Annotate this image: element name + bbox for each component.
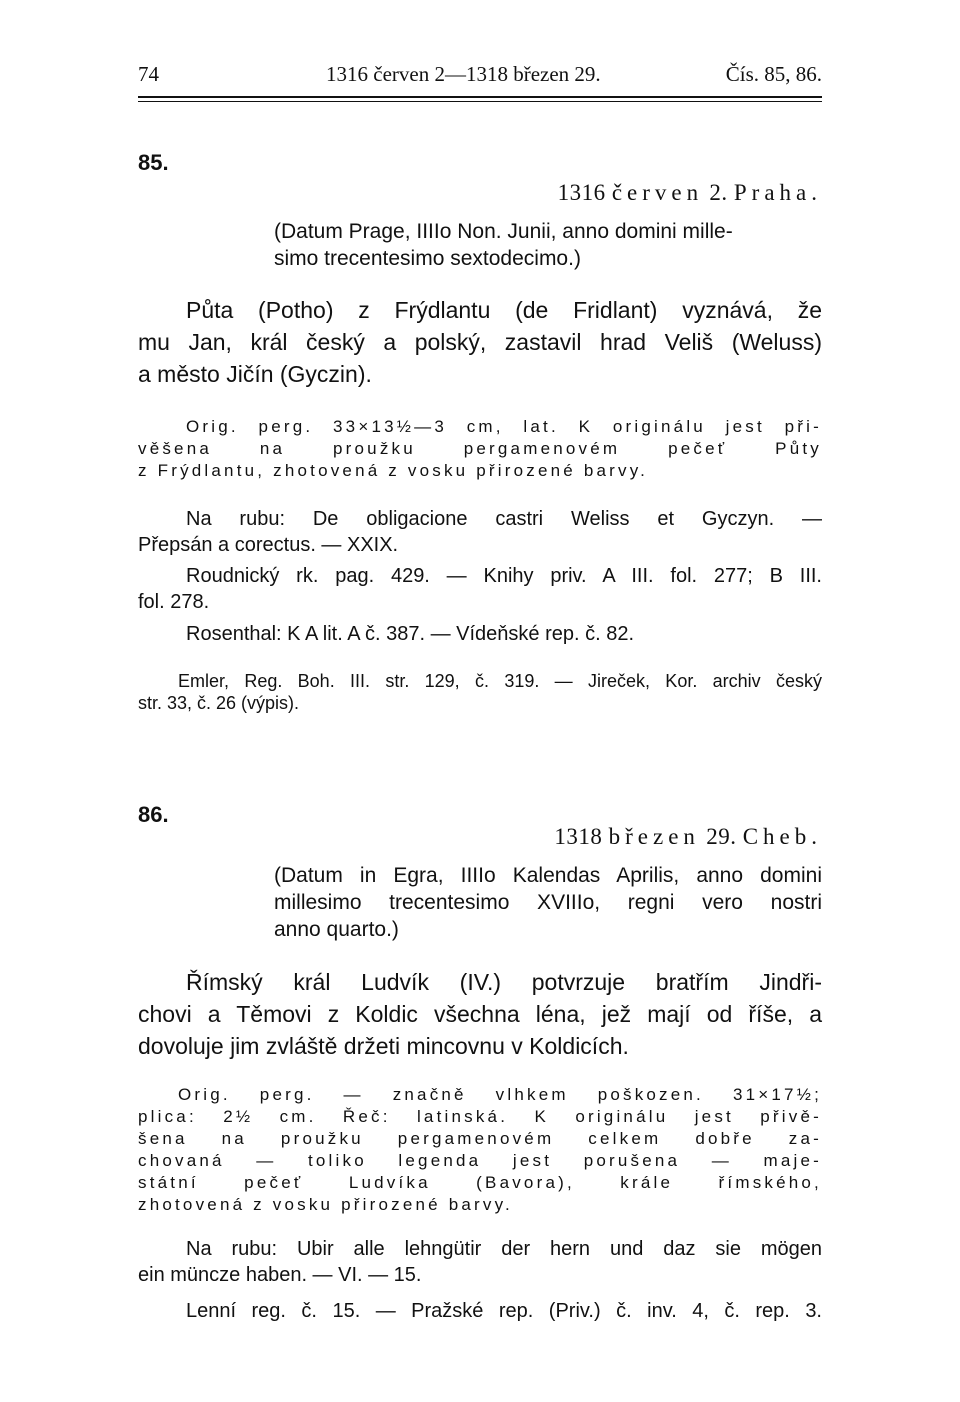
dateline-month: březen	[608, 824, 700, 849]
datum-line: (Datum in Egra, IIIIo Kalendas Aprilis, anno domini	[274, 864, 822, 887]
ref-line: Lenní reg. č. 15. — Pražské rep. (Priv.) č. inv. 4, č. rep. 3.	[186, 1300, 822, 1322]
regest-line: mu Jan, král český a polský, zastavil hrad Veliš (Weluss)	[138, 329, 822, 355]
regest-line: Římský král Ludvík (IV.) potvrzuje bratřím Jindři-	[186, 969, 822, 995]
edition-line: Emler, Reg. Boh. III. str. 129, č. 319. — Jireček, Kor. archiv český	[178, 671, 822, 691]
doc-number-86: 86.	[138, 802, 169, 827]
datum-line: simo trecentesimo sextodecimo.)	[274, 247, 581, 270]
regest-85	[138, 294, 822, 390]
verso-85	[138, 506, 822, 558]
dateline-day: 29.	[699, 824, 743, 849]
note-line: Orig. perg. — značně vlhkem poškozen. 31×17½;	[178, 1085, 822, 1104]
dateline-day: 2.	[703, 180, 734, 205]
regest-86	[138, 966, 822, 1062]
ref-line: fol. 278.	[138, 591, 210, 613]
verso-line: Na rubu: Ubir alle lehngütir der hern und daz sie mögen	[186, 1238, 822, 1260]
verso-line: Přepsán a corectus. — XXIX.	[138, 534, 399, 556]
dateline-month: červen	[611, 180, 704, 205]
regest-line: chovi a Těmovi z Koldic všechna léna, jež mají od říše, a	[138, 1001, 822, 1027]
datum-line: millesimo trecentesimo XVIIIo, regni vero nostri	[274, 891, 822, 914]
header-date-range: 1316 červen 2—1318 březen 29.	[326, 62, 601, 86]
note-line: státní pečeť Ludvíka (Bavora), krále římského,	[138, 1173, 822, 1192]
note-line: plica: 2½ cm. Řeč: latinská. K originálu jest přivě-	[138, 1107, 822, 1126]
page-number: 74	[138, 62, 159, 86]
dateline-year: 1316	[557, 180, 612, 205]
regest-line: dovoluje jim zvláště držeti mincovnu v Koldicích.	[138, 1033, 629, 1059]
edition-line: str. 33, č. 26 (výpis).	[138, 693, 300, 713]
header-rule	[138, 96, 822, 98]
ref-line: Rosenthal: K A lit. A č. 387. — Vídeňské rep. č. 82.	[186, 623, 635, 645]
verso-86	[138, 1236, 822, 1288]
note-line: věšena na proužku pergamenovém pečeť Půty	[138, 439, 822, 458]
header-doc-numbers: Čís. 85, 86.	[725, 62, 822, 86]
datum-line: (Datum Prage, IIIIo Non. Junii, anno domini mille-	[274, 220, 733, 243]
ref-line: Roudnický rk. pag. 429. — Knihy priv. A III. fol. 277; B III.	[186, 565, 822, 587]
doc-number-85: 85.	[138, 150, 169, 175]
datum-85	[274, 218, 822, 272]
dateline-place: Cheb.	[742, 824, 822, 849]
orig-note-85	[138, 416, 822, 482]
datum-line: anno quarto.)	[274, 918, 399, 941]
dateline-85	[558, 180, 822, 206]
lenni-86	[138, 1298, 822, 1324]
rosenthal-85	[138, 621, 822, 647]
dateline-86	[554, 824, 822, 850]
dateline-place: Praha.	[733, 180, 822, 205]
orig-note-86	[138, 1084, 822, 1216]
datum-86	[274, 862, 822, 943]
dateline-year: 1318	[554, 824, 609, 849]
header-rule-thin	[138, 101, 822, 102]
note-line: Orig. perg. 33×13½—3 cm, lat. K originálu jest při-	[186, 417, 822, 436]
note-line: šena na proužku pergamenovém celkem dobře za-	[138, 1129, 822, 1148]
verso-line: ein müncze haben. — VI. — 15.	[138, 1264, 422, 1286]
note-line: zhotovená z vosku přirozené barvy.	[138, 1195, 513, 1214]
edition-85	[138, 670, 822, 714]
roudnicky-85	[138, 563, 822, 615]
note-line: chovaná — toliko legenda jest porušena — maje-	[138, 1151, 822, 1170]
regest-line: Půta (Potho) z Frýdlantu (de Fridlant) vyznává, že	[186, 297, 822, 323]
note-line: z Frýdlantu, zhotovená z vosku přirozené barvy.	[138, 461, 649, 480]
regest-line: a město Jičín (Gyczin).	[138, 361, 372, 387]
verso-line: Na rubu: De obligacione castri Weliss et Gyczyn. —	[186, 508, 822, 530]
